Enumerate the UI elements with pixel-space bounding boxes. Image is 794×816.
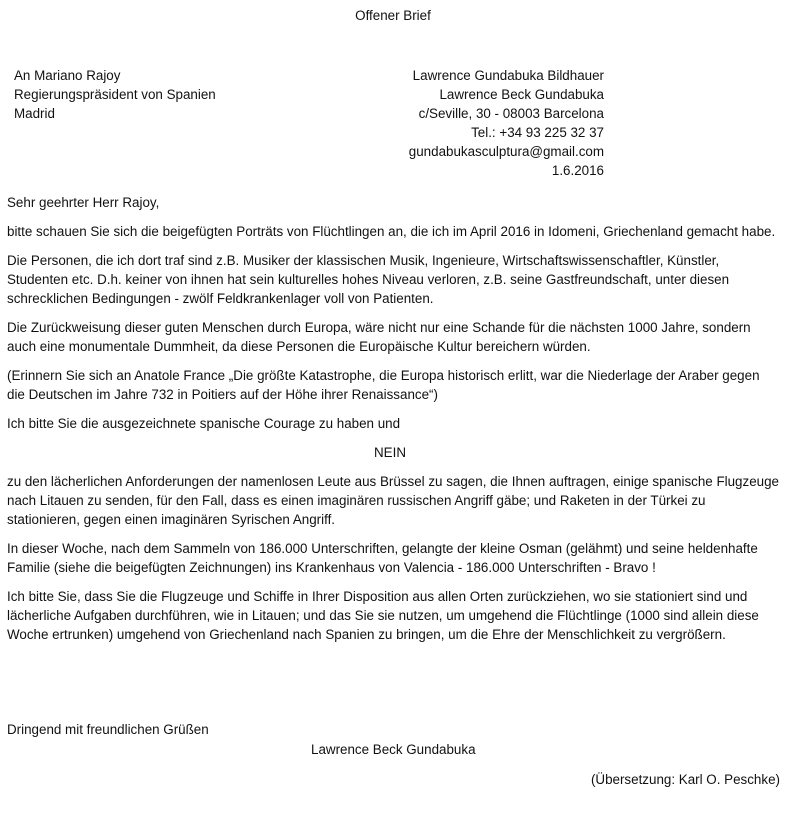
letter-title: Offener Brief	[355, 8, 431, 23]
paragraph: Die Zurückweisung dieser guten Menschen durch Europa, wäre nicht nur eine Schande für die nächsten 1000 Jahre, sondern auch eine monumentale Dummheit, da diese Personen die Europäische Kultur bereichern würden.	[7, 320, 751, 354]
sender-title: Lawrence Gundabuka Bildhauer	[412, 68, 604, 83]
letter-body	[7, 193, 779, 654]
signature: Lawrence Beck Gundabuka	[311, 742, 476, 757]
nein-emphasis: NEIN	[374, 445, 406, 460]
paragraph: In dieser Woche, nach dem Sammeln von 186.000 Unterschriften, gelangte der kleine Osman (gelähmt) und seine heldenhafte Familie (siehe die beigefügten Zeichnungen) ins Krankenhaus von Valencia - 186.000 Unterschriften - Bravo !	[7, 541, 758, 575]
sender-email: gundabukasculptura@gmail.com	[408, 144, 604, 159]
translation-credit: (Übersetzung: Karl O. Peschke)	[590, 772, 780, 787]
paragraph: Ich bitte Sie die ausgezeichnete spanische Courage zu haben und	[7, 416, 401, 431]
sender-street: c/Seville, 30 - 08003 Barcelona	[418, 106, 604, 121]
closing-phrase: Dringend mit freundlichen Grüßen	[7, 722, 209, 737]
recipient-address	[14, 66, 216, 123]
recipient-city: Madrid	[14, 106, 55, 121]
recipient-name: An Mariano Rajoy	[14, 68, 121, 83]
paragraph: zu den lächerlichen Anforderungen der namenlosen Leute aus Brüssel zu sagen, die Ihnen auftragen, einige spanische Flugzeuge nach Litauen zu senden, für den Fall, dass es einen imaginären russischen Angriff gäbe; und Raketen in der Türkei zu stationieren, gegen einen imaginären Syrischen Angriff.	[7, 474, 779, 527]
sender-phone: Tel.: +34 93 225 32 37	[471, 125, 604, 140]
paragraph: Ich bitte Sie, dass Sie die Flugzeuge und Schiffe in Ihrer Disposition aus allen Orten zurückziehen, wo sie stationiert sind und lächerliche Aufgaben durchführen, wie in Litauen; und das Sie sie nutzen, um umgehend die Flüchtlinge (1000 sind allein diese Woche ertrunken) umgehend von Griechenland nach Spanien zu bringen, um die Ehre der Menschlichkeit zu vergrößern.	[7, 589, 759, 642]
paragraph: Die Personen, die ich dort traf sind z.B. Musiker der klassischen Musik, Ingenieure, Wirtschaftswissenschaftler, Künstler, Studenten etc. D.h. keiner von ihnen hat sein kulturelles hohes Niveau verloren, z.B. seine Gastfreundschaft, unter diesen schrecklichen Bedingungen - zwölf Feldkrankenlager voll von Patienten.	[7, 253, 730, 306]
salutation: Sehr geehrter Herr Rajoy,	[7, 195, 160, 210]
paragraph: bitte schauen Sie sich die beigefügten Porträts von Flüchtlingen an, die ich im April 2016 in Idomeni, Griechenland gemacht habe.	[7, 224, 776, 239]
letter-date: 1.6.2016	[551, 163, 604, 178]
sender-name: Lawrence Beck Gundabuka	[439, 87, 604, 102]
paragraph: (Erinnern Sie sich an Anatole France „Die größte Katastrophe, die Europa historisch erlitt, war die Niederlage der Araber gegen die Deutschen im Jahre 732 in Poitiers auf der Höhe ihrer Renaissance“)	[7, 368, 760, 402]
sender-address	[409, 66, 604, 180]
recipient-position: Regierungspräsident von Spanien	[14, 87, 216, 102]
